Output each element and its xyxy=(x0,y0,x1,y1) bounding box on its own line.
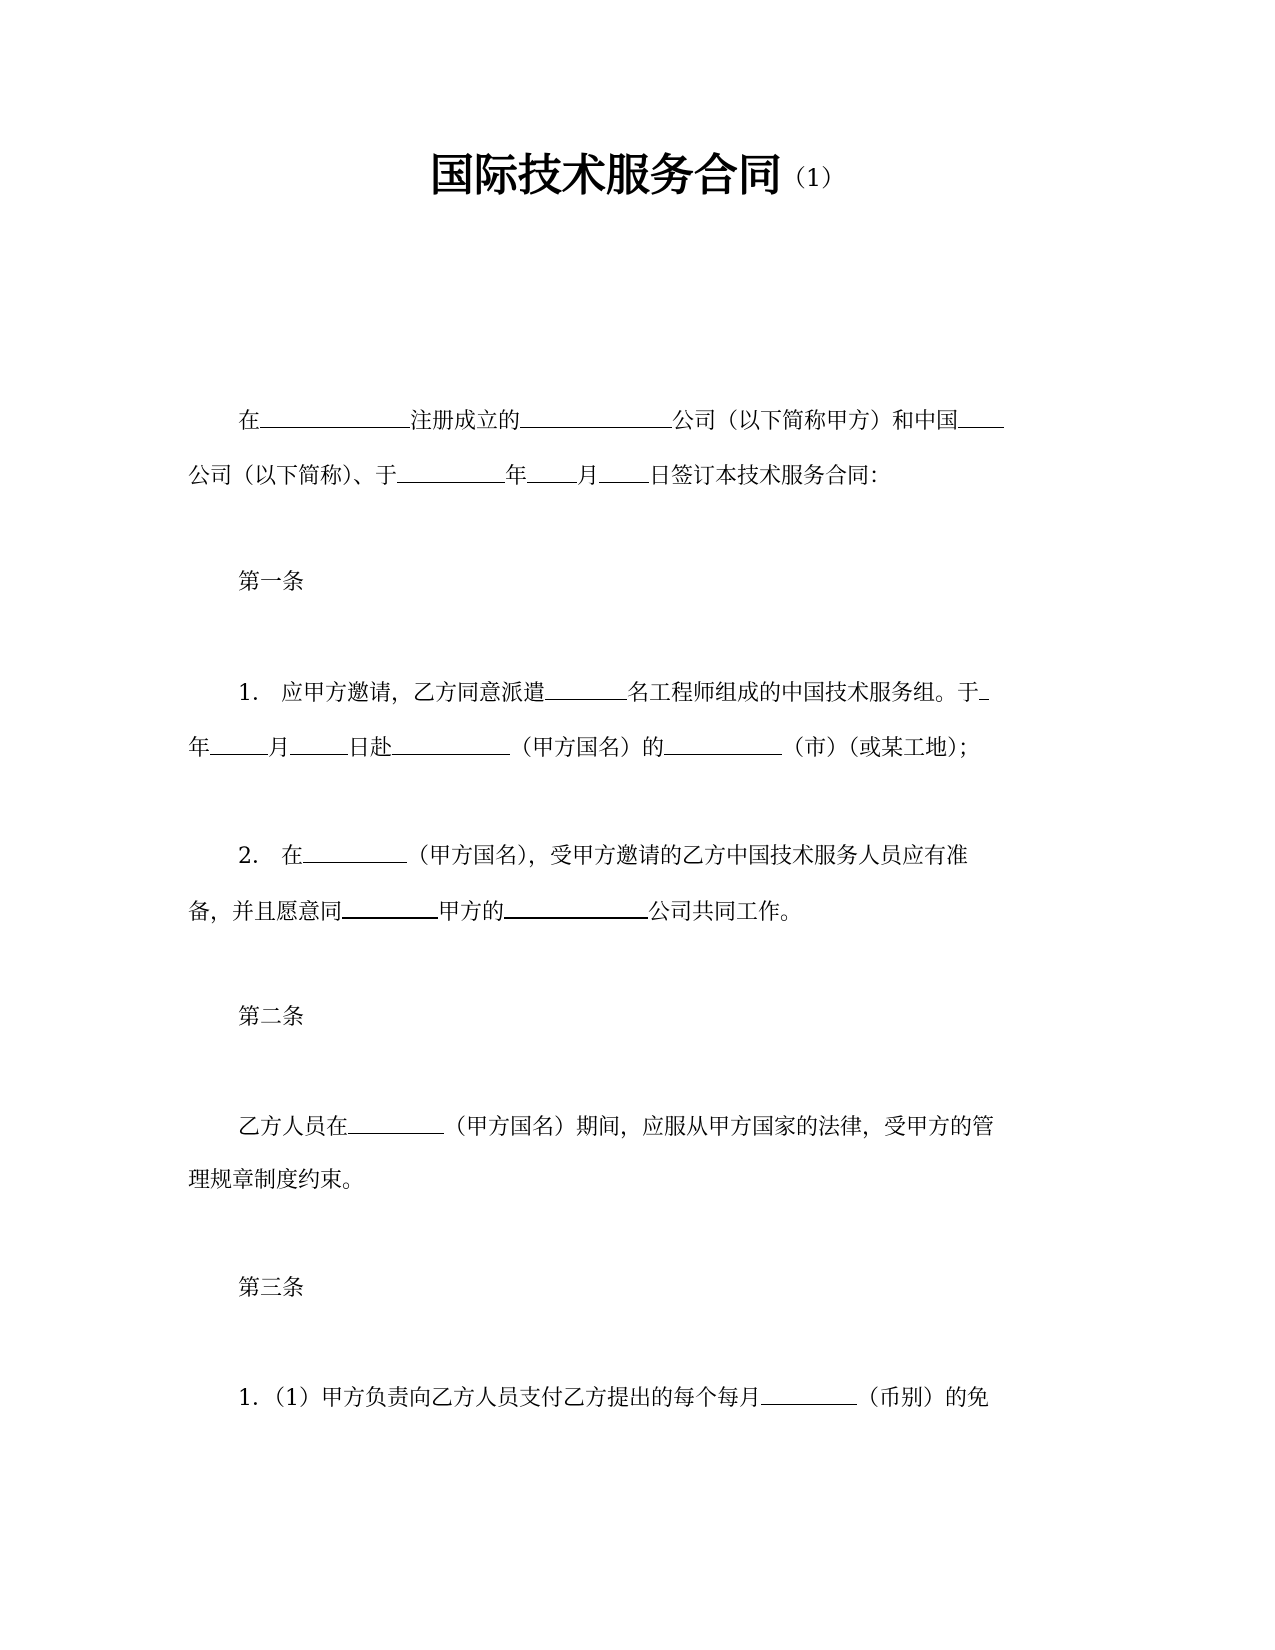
blank-party-a-company-2[interactable] xyxy=(504,895,648,919)
article-1-clause-1-line-2: 年 月 日赴 （甲方国名）的 （市）（或某工地）； xyxy=(188,732,980,764)
blank-sign-year[interactable] xyxy=(397,460,505,483)
blank-cooperation-party[interactable] xyxy=(342,895,438,919)
preamble-line-2: 公司（以下简称）、于 年 月 日签订本技术服务合同： xyxy=(188,460,891,492)
article-2-line-2: 理规章制度约束。 xyxy=(188,1168,365,1193)
article-1-clause-2-line-1: 2． 在 （甲方国名），受甲方邀请的乙方中国技术服务人员应有准 xyxy=(238,840,968,872)
article-3-heading: 第三条 xyxy=(238,1276,305,1301)
blank-arrival-year-start[interactable] xyxy=(979,677,989,700)
article-3-clause-1-line-1: 1．（1）甲方负责向乙方人员支付乙方提出的每个每月 （币别）的免 xyxy=(238,1382,989,1414)
blank-registration-place[interactable] xyxy=(260,405,410,428)
blank-city-name[interactable] xyxy=(664,732,782,755)
blank-party-a-company[interactable] xyxy=(520,405,672,428)
blank-arrival-month[interactable] xyxy=(210,732,268,755)
blank-sign-day[interactable] xyxy=(599,460,649,483)
blank-arrival-day[interactable] xyxy=(290,732,348,755)
blank-country-name-2[interactable] xyxy=(303,840,407,863)
page-title xyxy=(0,150,1275,204)
blank-party-b-prefix[interactable] xyxy=(958,405,1004,428)
article-1-clause-2-line-2: 备，并且愿意同 甲方的 公司共同工作。 xyxy=(188,895,802,928)
article-2-heading: 第二条 xyxy=(238,1005,305,1030)
blank-engineer-count[interactable] xyxy=(545,677,627,700)
article-2-line-1: 乙方人员在 （甲方国名）期间，应服从甲方国家的法律，受甲方的管 xyxy=(238,1111,994,1143)
article-1-clause-1-line-1: 1． 应甲方邀请，乙方同意派遣 名工程师组成的中国技术服务组。于 xyxy=(238,677,989,709)
article-1-heading: 第一条 xyxy=(238,570,305,595)
title-suffix: （1） xyxy=(781,164,846,192)
blank-country-name-3[interactable] xyxy=(348,1111,444,1134)
title-text: 国际技术服务合同 xyxy=(429,150,782,201)
blank-currency-amount[interactable] xyxy=(761,1382,857,1405)
blank-country-name[interactable] xyxy=(392,732,510,755)
preamble-line-1: 在 注册成立的 公司（以下简称甲方）和中国 xyxy=(238,405,1004,437)
blank-sign-month[interactable] xyxy=(527,460,577,483)
